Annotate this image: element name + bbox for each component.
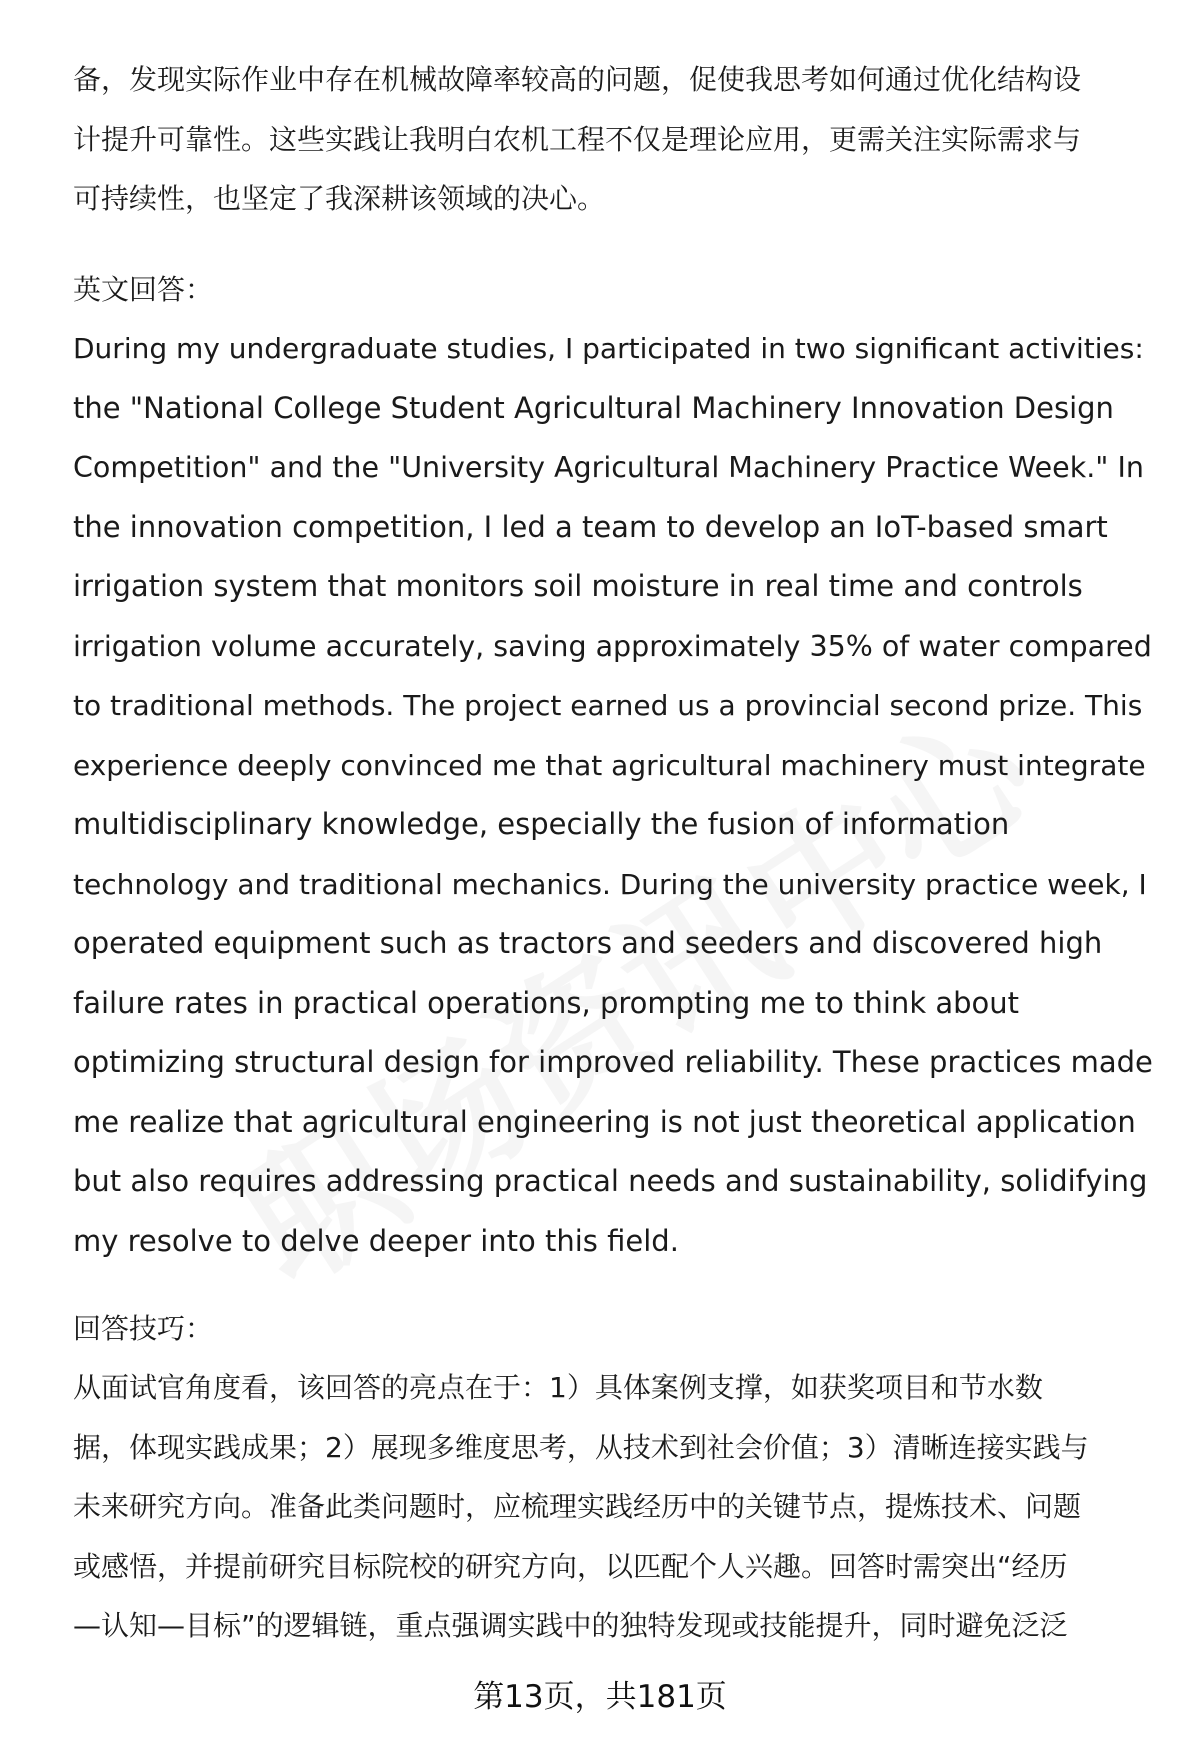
text-line: me realize that agricultural engineering is not just theoretical application bbox=[73, 1104, 1136, 1139]
text-line: 计提升可靠性。这些实践让我明白农机工程不仅是理论应用，更需关注实际需求与 bbox=[73, 122, 1082, 156]
text-line: 未来研究方向。准备此类问题时，应梳理实践经历中的关键节点，提炼技术、问题 bbox=[73, 1490, 1082, 1523]
text-line: optimizing structural design for improved reliability. These practices made bbox=[73, 1045, 1153, 1079]
text-line: —认知—目标”的逻辑链，重点强调实践中的独特发现或技能提升，同时避免泛泛 bbox=[73, 1609, 1068, 1642]
text-line: the "National College Student Agricultural Machinery Innovation Design bbox=[73, 390, 1114, 425]
top-paragraph bbox=[73, 50, 1158, 229]
text-line: 据，体现实践成果；2）展现多维度思考，从技术到社会价值；3）清晰连接实践与 bbox=[73, 1430, 1089, 1464]
section-heading: 英文回答： bbox=[73, 273, 214, 306]
text-line: During my undergraduate studies, I participated in two significant activities: bbox=[73, 332, 1144, 365]
section-heading: 回答技巧： bbox=[73, 1312, 214, 1345]
text-line: 备，发现实际作业中存在机械故障率较高的问题，促使我思考如何通过优化结构设 bbox=[73, 63, 1082, 96]
text-line: 从面试官角度看，该回答的亮点在于：1）具体案例支撑，如获奖项目和节水数 bbox=[73, 1371, 1043, 1404]
answer-tips-paragraph bbox=[73, 1358, 1158, 1656]
answer-tips-heading-block bbox=[73, 1299, 1158, 1359]
text-line: irrigation system that monitors soil moisture in real time and controls bbox=[73, 569, 1083, 603]
text-line: to traditional methods. The project earned us a provincial second prize. This bbox=[73, 689, 1143, 722]
text-line: 或感悟，并提前研究目标院校的研究方向，以匹配个人兴趣。回答时需突出“经历 bbox=[73, 1549, 1068, 1583]
text-line: but also requires addressing practical needs and sustainability, solidifying bbox=[73, 1164, 1148, 1198]
text-line: 可持续性，也坚定了我深耕该领域的决心。 bbox=[73, 182, 606, 215]
text-line: the innovation competition, I led a team to develop an IoT-based smart bbox=[73, 509, 1108, 544]
english-answer-heading-block bbox=[73, 260, 1158, 320]
text-line: failure rates in practical operations, prompting me to think about bbox=[73, 985, 1019, 1020]
text-line: experience deeply convinced me that agricultural machinery must integrate bbox=[73, 748, 1146, 782]
text-line: Competition" and the "University Agricultural Machinery Practice Week." In bbox=[73, 451, 1144, 484]
english-answer-paragraph bbox=[73, 319, 1158, 1271]
text-line: multidisciplinary knowledge, especially the fusion of information bbox=[73, 807, 1010, 841]
text-line: my resolve to delve deeper into this field. bbox=[73, 1223, 679, 1258]
text-line: technology and traditional mechanics. During the university practice week, I bbox=[73, 867, 1147, 901]
text-line: operated equipment such as tractors and seeders and discovered high bbox=[73, 926, 1103, 960]
page-number-footer: 第13页，共181页 bbox=[473, 1679, 727, 1715]
text-line: irrigation volume accurately, saving approximately 35% of water compared bbox=[73, 629, 1152, 663]
